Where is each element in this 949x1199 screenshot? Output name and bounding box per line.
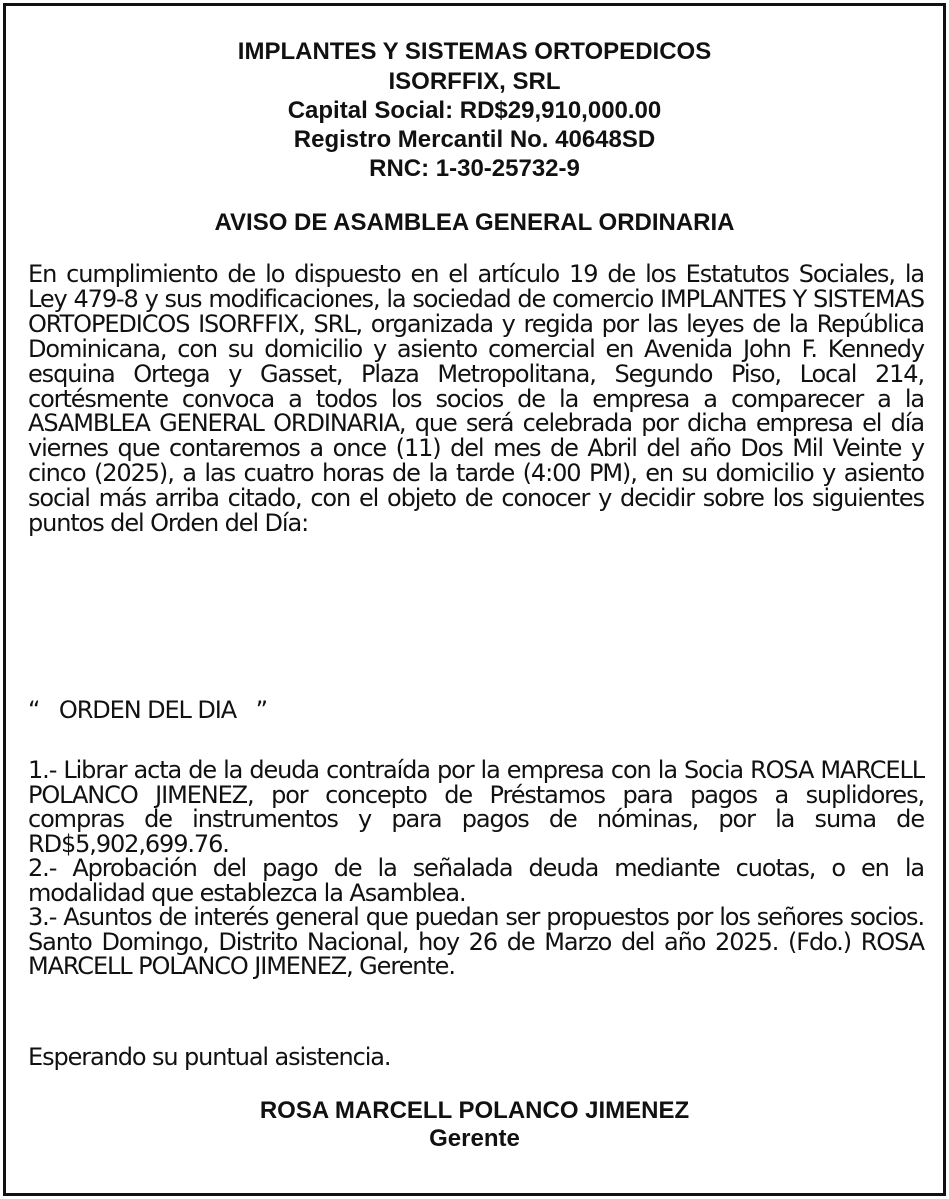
company-name: IMPLANTES Y SISTEMAS ORTOPEDICOS (237, 38, 712, 65)
agenda-item: 1.- Librar acta de la deuda contraída por la empresa con la Socia ROSA MARCELL POLANCO JIMENEZ, por concepto de Préstamos para pagos a suplidores, compras de instrumentos y para pagos de nóminas, por la suma de RD$5,902,699.76. (28, 756, 924, 858)
registro-mercantil: Registro Mercantil No. 40648SD (293, 126, 656, 153)
agenda-item: 3.- Asuntos de interés general que puedan ser propuestos por los señores socios. Santo Domingo, Distrito Nacional, hoy 26 de Marzo del año 2025. (Fdo.) ROSA MARCELL POLANCO JIMENEZ, Gerente. (28, 903, 924, 980)
capital-social: Capital Social: RD$29,910,000.00 (287, 97, 662, 124)
notice-frame (3, 3, 946, 1196)
signature-role: Gerente (429, 1125, 520, 1152)
rnc: RNC: 1-30-25732-9 (369, 155, 580, 182)
agenda-heading: “ ORDEN DEL DIA ” (28, 696, 267, 724)
signature-name: ROSA MARCELL POLANCO JIMENEZ (259, 1097, 690, 1124)
closing-text: Esperando su puntual asistencia. (28, 1043, 391, 1071)
body-paragraph: En cumplimiento de lo dispuesto en el artículo 19 de los Estatutos Sociales, la Ley 479-8 y sus modificaciones, la sociedad de comercio IMPLANTES Y SISTEMAS ORTOPEDICOS ISORFFIX, SRL, organizada y regida por las leyes de la República Dominicana, con su domicilio y asiento comercial en Avenida John F. Kennedy esquina Ortega y Gasset, Plaza Metropolitana, Segundo Piso, Local 214, cortésmente convoca a todos los socios de la empresa a comparecer a la ASAMBLEA GENERAL ORDINARIA, que será celebrada por dicha empresa el día viernes que contaremos a once (11) del mes de Abril del año Dos Mil Veinte y cinco (2025), a las cuatro horas de la tarde (4:00 PM), en su domicilio y asiento social más arriba citado, con el objeto de conocer y decidir sobre los siguientes puntos del Orden del Día: (28, 260, 924, 538)
notice-title: AVISO DE ASAMBLEA GENERAL ORDINARIA (214, 209, 735, 236)
company-name-line2: ISORFFIX, SRL (388, 68, 561, 95)
agenda-list (28, 758, 924, 979)
agenda-item: 2.- Aprobación del pago de la señalada deuda mediante cuotas, o en la modalidad que establezca la Asamblea. (28, 854, 924, 907)
